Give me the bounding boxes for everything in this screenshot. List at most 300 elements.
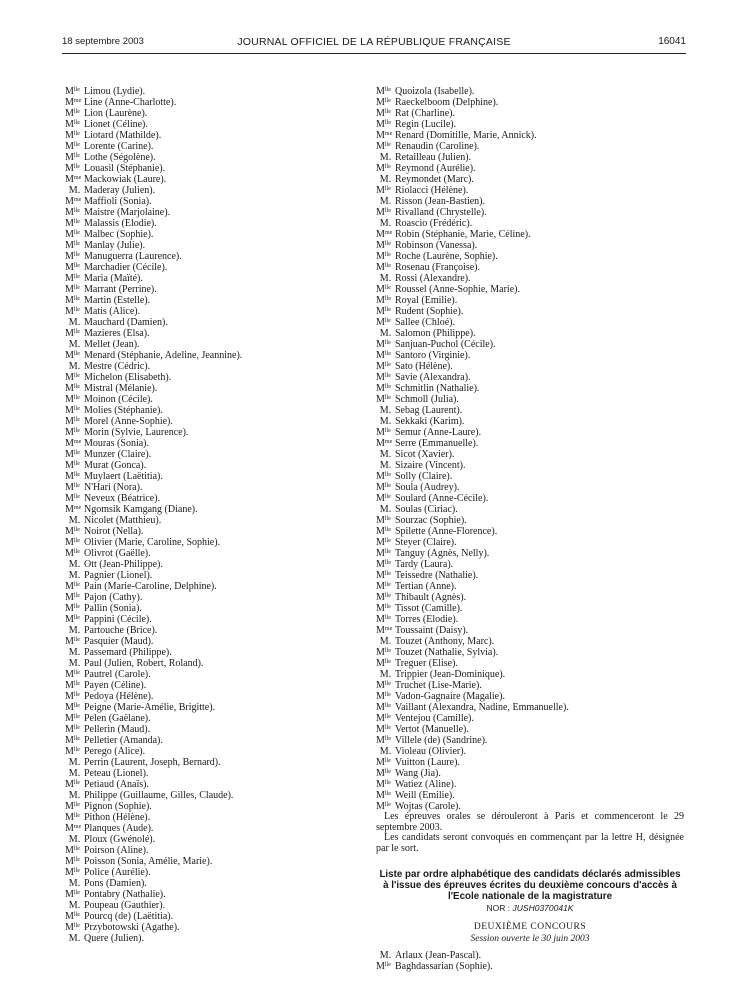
civility: $M^{lle}$ <box>65 493 80 504</box>
civility: M. <box>68 570 81 581</box>
candidate-name: Pontabry (Nathalie). <box>84 889 166 900</box>
candidate-name: Maderay (Julien). <box>84 185 156 196</box>
civility: $M^{me}$ <box>65 97 82 108</box>
candidate-entry <box>65 834 355 845</box>
civility: $M^{lle}$ <box>65 86 80 97</box>
candidate-name: Spilette (Anne-Florence). <box>395 526 498 537</box>
civility: $M^{lle}$ <box>65 691 80 702</box>
civility: $M^{me}$ <box>376 625 393 636</box>
candidate-name: Marchadier (Cécile). <box>84 262 168 273</box>
civility: M. <box>379 746 392 757</box>
civility: M. <box>379 636 392 647</box>
candidate-name: Wojtas (Carole). <box>395 801 461 812</box>
candidate-entry <box>65 460 355 471</box>
candidate-entry <box>376 548 684 559</box>
civility: $M^{lle}$ <box>376 251 391 262</box>
candidate-name: Soula (Audrey). <box>395 482 460 493</box>
candidate-name: Pajon (Cathy). <box>84 592 143 603</box>
candidate-entry <box>376 570 684 581</box>
candidate-name: Neveux (Béatrice). <box>84 493 161 504</box>
civility: $M^{lle}$ <box>376 372 391 383</box>
candidate-entry <box>376 680 684 691</box>
civility: $M^{lle}$ <box>376 339 391 350</box>
candidate-entry <box>65 856 355 867</box>
candidate-name: Vertot (Manuelle). <box>395 724 469 735</box>
candidate-entry <box>65 647 355 658</box>
candidate-entry <box>65 548 355 559</box>
civility: $M^{lle}$ <box>65 581 80 592</box>
candidate-entry <box>65 845 355 856</box>
civility: $M^{lle}$ <box>376 207 391 218</box>
candidate-name: Lion (Laurène). <box>84 108 148 119</box>
candidate-entry <box>376 460 684 471</box>
civility: $M^{lle}$ <box>65 603 80 614</box>
candidate-entry <box>65 449 355 460</box>
candidate-name: Malassis (Elodie). <box>84 218 157 229</box>
convocation-paragraph: Les candidats seront convoqués en commençant par la lettre H, désignée par le sort. <box>376 832 684 854</box>
candidate-entry <box>376 537 684 548</box>
civility: $M^{lle}$ <box>65 449 80 460</box>
candidate-entry <box>65 295 355 306</box>
civility: M. <box>68 317 81 328</box>
civility: M. <box>68 185 81 196</box>
candidate-name: Lorente (Carine). <box>84 141 154 152</box>
candidate-name: Reymondet (Marc). <box>395 174 474 185</box>
civility: M. <box>68 900 81 911</box>
candidate-entry <box>376 691 684 702</box>
candidate-entry <box>65 515 355 526</box>
candidate-name: Poirson (Aline). <box>84 845 149 856</box>
candidate-entry <box>376 207 684 218</box>
civility: $M^{lle}$ <box>65 284 80 295</box>
candidate-entry <box>65 779 355 790</box>
candidate-entry <box>376 779 684 790</box>
candidate-entry <box>65 284 355 295</box>
candidate-name: Mistral (Mélanie). <box>84 383 158 394</box>
candidate-name: Matis (Alice). <box>84 306 141 317</box>
candidate-name: Rossi (Alexandre). <box>395 273 471 284</box>
candidate-name: Ventejou (Camille). <box>395 713 474 724</box>
candidate-name: Mestre (Cédric). <box>84 361 151 372</box>
candidate-name: Paul (Julien, Robert, Roland). <box>84 658 204 669</box>
civility: $M^{lle}$ <box>65 526 80 537</box>
civility: $M^{lle}$ <box>65 471 80 482</box>
candidate-entry <box>65 416 355 427</box>
civility: $M^{lle}$ <box>376 757 391 768</box>
candidate-entry <box>376 416 684 427</box>
candidate-entry <box>376 108 684 119</box>
candidate-name: Regin (Lucile). <box>395 119 457 130</box>
candidate-name: Maistre (Marjolaine). <box>84 207 171 218</box>
candidate-name: Roussel (Anne-Sophie, Marie). <box>395 284 520 295</box>
candidate-entry <box>376 790 684 801</box>
candidate-name: Raeckelboom (Delphine). <box>395 97 499 108</box>
candidate-entry <box>376 449 684 460</box>
candidate-entry <box>65 328 355 339</box>
civility: $M^{lle}$ <box>376 691 391 702</box>
civility: $M^{lle}$ <box>65 141 80 152</box>
candidate-name: Perego (Alice). <box>84 746 146 757</box>
candidate-name: Przybotowski (Agathe). <box>84 922 180 933</box>
civility: $M^{lle}$ <box>376 768 391 779</box>
candidate-name: Line (Anne-Charlotte). <box>84 97 177 108</box>
candidate-entry <box>65 592 355 603</box>
candidate-name: Poisson (Sonia, Amélie, Marie). <box>84 856 213 867</box>
candidate-entry <box>65 559 355 570</box>
candidate-name: Mazieres (Elsa). <box>84 328 150 339</box>
candidate-name: Riolacci (Hélène). <box>395 185 469 196</box>
candidate-entry <box>65 801 355 812</box>
civility: $M^{lle}$ <box>376 350 391 361</box>
page-number: 16041 <box>658 36 686 47</box>
civility: $M^{lle}$ <box>376 658 391 669</box>
civility: M. <box>379 273 392 284</box>
candidate-name: Philippe (Guillaume, Gilles, Claude). <box>84 790 234 801</box>
candidate-name: Pedoya (Hélène). <box>84 691 154 702</box>
candidate-name: Nicolet (Matthieu). <box>84 515 162 526</box>
candidate-entry <box>376 592 684 603</box>
civility: M. <box>68 625 81 636</box>
candidate-entry <box>65 812 355 823</box>
candidate-entry <box>376 961 684 972</box>
candidate-name: Toussaint (Daisy). <box>395 625 469 636</box>
civility: $M^{lle}$ <box>65 680 80 691</box>
candidate-name: Weill (Emilie). <box>395 790 455 801</box>
header-rule <box>62 53 686 54</box>
candidate-entry <box>376 757 684 768</box>
candidate-entry <box>376 636 684 647</box>
civility: $M^{lle}$ <box>376 163 391 174</box>
candidate-entry <box>65 339 355 350</box>
candidate-name: Savie (Alexandra). <box>395 372 471 383</box>
civility: $M^{lle}$ <box>376 97 391 108</box>
candidate-entry <box>65 669 355 680</box>
candidate-name: Wang (Jia). <box>395 768 441 779</box>
candidate-name: Watiez (Aline). <box>395 779 457 790</box>
civility: $M^{me}$ <box>376 130 393 141</box>
candidate-name: Renard (Domitille, Marie, Annick). <box>395 130 537 141</box>
civility: M. <box>68 658 81 669</box>
candidate-entry <box>65 867 355 878</box>
candidate-name: Moinon (Cécile). <box>84 394 153 405</box>
candidate-name: Santoro (Virginie). <box>395 350 471 361</box>
candidate-name: Marrant (Perrine). <box>84 284 157 295</box>
candidate-entry <box>65 207 355 218</box>
candidate-entry <box>65 625 355 636</box>
candidate-name: Louasil (Stéphanie). <box>84 163 166 174</box>
civility: $M^{lle}$ <box>376 581 391 592</box>
candidate-name: Michelon (Elisabeth). <box>84 372 172 383</box>
candidate-name: Noirot (Nella). <box>84 526 144 537</box>
candidate-name: Risson (Jean-Bastien). <box>395 196 485 207</box>
candidate-name: Petiaud (Anaïs). <box>84 779 149 790</box>
candidate-entry <box>65 581 355 592</box>
civility: $M^{lle}$ <box>65 856 80 867</box>
civility: M. <box>379 174 392 185</box>
candidate-name: Rat (Charline). <box>395 108 455 119</box>
candidate-entry <box>65 108 355 119</box>
civility: $M^{lle}$ <box>65 273 80 284</box>
civility: M. <box>68 878 81 889</box>
candidate-entry <box>376 185 684 196</box>
candidate-name: Peteau (Lionel). <box>84 768 149 779</box>
candidate-name: Olivrot (Gaëlle). <box>84 548 151 559</box>
candidate-entry <box>376 284 684 295</box>
candidate-name: Payen (Céline). <box>84 680 147 691</box>
candidate-name: Pourcq (de) (Laëtitia). <box>84 911 174 922</box>
civility: $M^{me}$ <box>65 504 82 515</box>
civility: $M^{lle}$ <box>376 394 391 405</box>
candidate-name: Manuguerra (Laurence). <box>84 251 182 262</box>
candidate-entry <box>65 427 355 438</box>
candidate-entry <box>376 735 684 746</box>
candidate-entry <box>65 350 355 361</box>
civility: M. <box>68 339 81 350</box>
civility: $M^{lle}$ <box>376 427 391 438</box>
civility: $M^{lle}$ <box>65 746 80 757</box>
candidate-name: Planques (Aude). <box>84 823 154 834</box>
candidate-entry <box>65 933 355 944</box>
candidate-name: N'Hari (Nora). <box>84 482 143 493</box>
civility: M. <box>68 790 81 801</box>
candidate-entry <box>65 97 355 108</box>
candidate-entry <box>65 658 355 669</box>
candidate-entry <box>65 251 355 262</box>
candidate-entry <box>65 372 355 383</box>
candidate-name: Mauchard (Damien). <box>84 317 168 328</box>
civility: $M^{me}$ <box>65 196 82 207</box>
candidate-entry <box>376 196 684 207</box>
candidate-entry <box>65 526 355 537</box>
civility: $M^{lle}$ <box>65 119 80 130</box>
civility: $M^{lle}$ <box>376 262 391 273</box>
civility: $M^{lle}$ <box>376 548 391 559</box>
candidate-entry <box>65 240 355 251</box>
candidate-name: Roascio (Frédéric). <box>395 218 473 229</box>
civility: M. <box>379 328 392 339</box>
right-column <box>376 86 684 972</box>
candidate-name: Sato (Hélène). <box>395 361 453 372</box>
candidate-name: Vaillant (Alexandra, Nadine, Emmanuelle). <box>395 702 569 713</box>
candidate-name: Perrin (Laurent, Joseph, Bernard). <box>84 757 221 768</box>
civility: $M^{lle}$ <box>65 779 80 790</box>
candidate-name: Liotard (Mathilde). <box>84 130 162 141</box>
candidate-name: Pithon (Hélène). <box>84 812 151 823</box>
civility: $M^{me}$ <box>65 438 82 449</box>
candidate-name: Teissedre (Nathalie). <box>395 570 479 581</box>
candidate-entry <box>65 724 355 735</box>
candidate-entry <box>65 86 355 97</box>
civility: $M^{me}$ <box>65 823 82 834</box>
candidate-entry <box>65 383 355 394</box>
civility: $M^{lle}$ <box>376 284 391 295</box>
right-candidate-list <box>376 86 684 812</box>
civility: $M^{lle}$ <box>376 361 391 372</box>
candidate-entry <box>376 405 684 416</box>
issue-date: 18 septembre 2003 <box>62 36 144 47</box>
candidate-name: Maria (Maïté). <box>84 273 143 284</box>
candidate-entry <box>65 438 355 449</box>
candidate-name: Renaudin (Caroline). <box>395 141 480 152</box>
civility: $M^{lle}$ <box>65 724 80 735</box>
civility: M. <box>68 768 81 779</box>
candidate-entry <box>65 196 355 207</box>
candidate-entry <box>65 306 355 317</box>
candidate-entry <box>65 823 355 834</box>
civility: $M^{lle}$ <box>65 911 80 922</box>
candidate-entry <box>376 306 684 317</box>
candidate-entry <box>376 438 684 449</box>
civility: $M^{lle}$ <box>376 119 391 130</box>
civility: $M^{lle}$ <box>65 207 80 218</box>
candidate-name: Morin (Sylvie, Laurence). <box>84 427 189 438</box>
candidate-entry <box>376 768 684 779</box>
civility: $M^{lle}$ <box>65 295 80 306</box>
candidate-entry <box>65 262 355 273</box>
civility: $M^{lle}$ <box>65 889 80 900</box>
candidate-name: Solly (Claire). <box>395 471 453 482</box>
candidate-name: Pallin (Sonia). <box>84 603 142 614</box>
civility: $M^{lle}$ <box>376 702 391 713</box>
civility: $M^{lle}$ <box>65 537 80 548</box>
candidate-entry <box>376 504 684 515</box>
civility: M. <box>379 218 392 229</box>
candidate-entry <box>65 790 355 801</box>
civility: M. <box>379 504 392 515</box>
candidate-name: Tardy (Laura). <box>395 559 454 570</box>
candidate-entry <box>65 405 355 416</box>
civility: $M^{lle}$ <box>376 724 391 735</box>
candidate-entry <box>376 394 684 405</box>
civility: $M^{lle}$ <box>376 240 391 251</box>
candidate-entry <box>376 746 684 757</box>
journal-title: JOURNAL OFFICIEL DE LA RÉPUBLIQUE FRANÇAISE <box>237 36 511 48</box>
candidate-name: Quoizola (Isabelle). <box>395 86 475 97</box>
candidate-name: Ngomsik Kamgang (Diane). <box>84 504 198 515</box>
candidate-entry <box>376 152 684 163</box>
candidate-entry <box>376 229 684 240</box>
civility: $M^{lle}$ <box>376 779 391 790</box>
candidate-name: Roche (Laurène, Sophie). <box>395 251 498 262</box>
candidate-name: Trippier (Jean-Dominique). <box>395 669 506 680</box>
candidate-name: Lothe (Ségolène). <box>84 152 156 163</box>
candidate-name: Molies (Stéphanie). <box>84 405 163 416</box>
civility: $M^{lle}$ <box>65 614 80 625</box>
civility: $M^{lle}$ <box>376 559 391 570</box>
candidate-entry <box>376 339 684 350</box>
candidate-name: Salomon (Philippe). <box>395 328 476 339</box>
candidate-entry <box>65 614 355 625</box>
candidate-name: Truchet (Lise-Marie). <box>395 680 482 691</box>
civility: $M^{lle}$ <box>65 350 80 361</box>
candidate-name: Sizaire (Vincent). <box>395 460 466 471</box>
candidate-name: Pappini (Cécile). <box>84 614 152 625</box>
civility: $M^{lle}$ <box>376 383 391 394</box>
candidate-entry <box>65 141 355 152</box>
civility: $M^{lle}$ <box>376 515 391 526</box>
civility: M. <box>379 669 392 680</box>
candidate-name: Rosenau (Françoise). <box>395 262 480 273</box>
candidate-name: Vadon-Gagnaire (Magalie). <box>395 691 505 702</box>
candidate-name: Limou (Lydie). <box>84 86 146 97</box>
civility: $M^{me}$ <box>376 438 393 449</box>
civility: M. <box>379 449 392 460</box>
civility: $M^{lle}$ <box>65 262 80 273</box>
candidate-entry <box>376 724 684 735</box>
civility: $M^{lle}$ <box>65 416 80 427</box>
candidate-name: Touzet (Anthony, Marc). <box>395 636 495 647</box>
civility: $M^{lle}$ <box>376 86 391 97</box>
candidate-entry <box>376 647 684 658</box>
civility: $M^{lle}$ <box>376 713 391 724</box>
candidate-entry <box>376 658 684 669</box>
candidate-name: Villele (de) (Sandrine). <box>395 735 488 746</box>
candidate-name: Pelletier (Amanda). <box>84 735 163 746</box>
candidate-name: Sourzac (Sophie). <box>395 515 467 526</box>
page-header <box>62 36 686 50</box>
candidate-name: Pain (Marie-Caroline, Delphine). <box>84 581 217 592</box>
candidate-entry <box>65 174 355 185</box>
candidate-entry <box>376 218 684 229</box>
candidate-entry <box>376 295 684 306</box>
candidate-entry <box>376 482 684 493</box>
candidate-name: Robinson (Vanessa). <box>395 240 478 251</box>
candidate-name: Rudent (Sophie). <box>395 306 464 317</box>
candidate-name: Maffioli (Sonia). <box>84 196 152 207</box>
candidate-entry <box>376 262 684 273</box>
candidate-entry <box>376 603 684 614</box>
candidate-name: Soulard (Anne-Cécile). <box>395 493 489 504</box>
oral-exams-paragraph: Les épreuves orales se dérouleront à Paris et commenceront le 29 septembre 2003. <box>376 811 684 833</box>
candidate-name: Martin (Estelle). <box>84 295 151 306</box>
civility: $M^{lle}$ <box>65 735 80 746</box>
candidate-name: Serre (Emmanuelle). <box>395 438 479 449</box>
candidate-name: Torres (Elodie). <box>395 614 459 625</box>
candidate-entry <box>65 680 355 691</box>
candidate-name: Mellet (Jean). <box>84 339 140 350</box>
candidate-entry <box>65 482 355 493</box>
civility: M. <box>379 405 392 416</box>
nor-reference <box>376 903 684 913</box>
candidate-entry <box>376 240 684 251</box>
candidate-name: Baghdassarian (Sophie). <box>395 961 493 972</box>
civility: $M^{lle}$ <box>376 526 391 537</box>
candidate-name: Partouche (Brice). <box>84 625 158 636</box>
candidate-name: Ott (Jean-Philippe). <box>84 559 163 570</box>
candidate-entry <box>65 911 355 922</box>
candidate-entry <box>65 394 355 405</box>
candidate-name: Mouras (Sonia). <box>84 438 149 449</box>
candidate-name: Pagnier (Lionel). <box>84 570 153 581</box>
candidate-entry <box>376 383 684 394</box>
candidate-entry <box>65 218 355 229</box>
candidate-name: Manlay (Julie). <box>84 240 146 251</box>
candidate-entry <box>376 526 684 537</box>
civility: $M^{lle}$ <box>65 163 80 174</box>
civility: $M^{lle}$ <box>65 328 80 339</box>
candidate-name: Pelen (Gaëlane). <box>84 713 151 724</box>
civility: $M^{lle}$ <box>65 229 80 240</box>
civility: $M^{lle}$ <box>65 636 80 647</box>
candidate-entry <box>376 713 684 724</box>
candidate-name: Quere (Julien). <box>84 933 144 944</box>
civility: $M^{lle}$ <box>65 801 80 812</box>
candidate-name: Treguer (Elise). <box>395 658 458 669</box>
civility: $M^{lle}$ <box>65 218 80 229</box>
civility: $M^{lle}$ <box>65 427 80 438</box>
civility: $M^{lle}$ <box>65 812 80 823</box>
candidate-entry <box>376 471 684 482</box>
